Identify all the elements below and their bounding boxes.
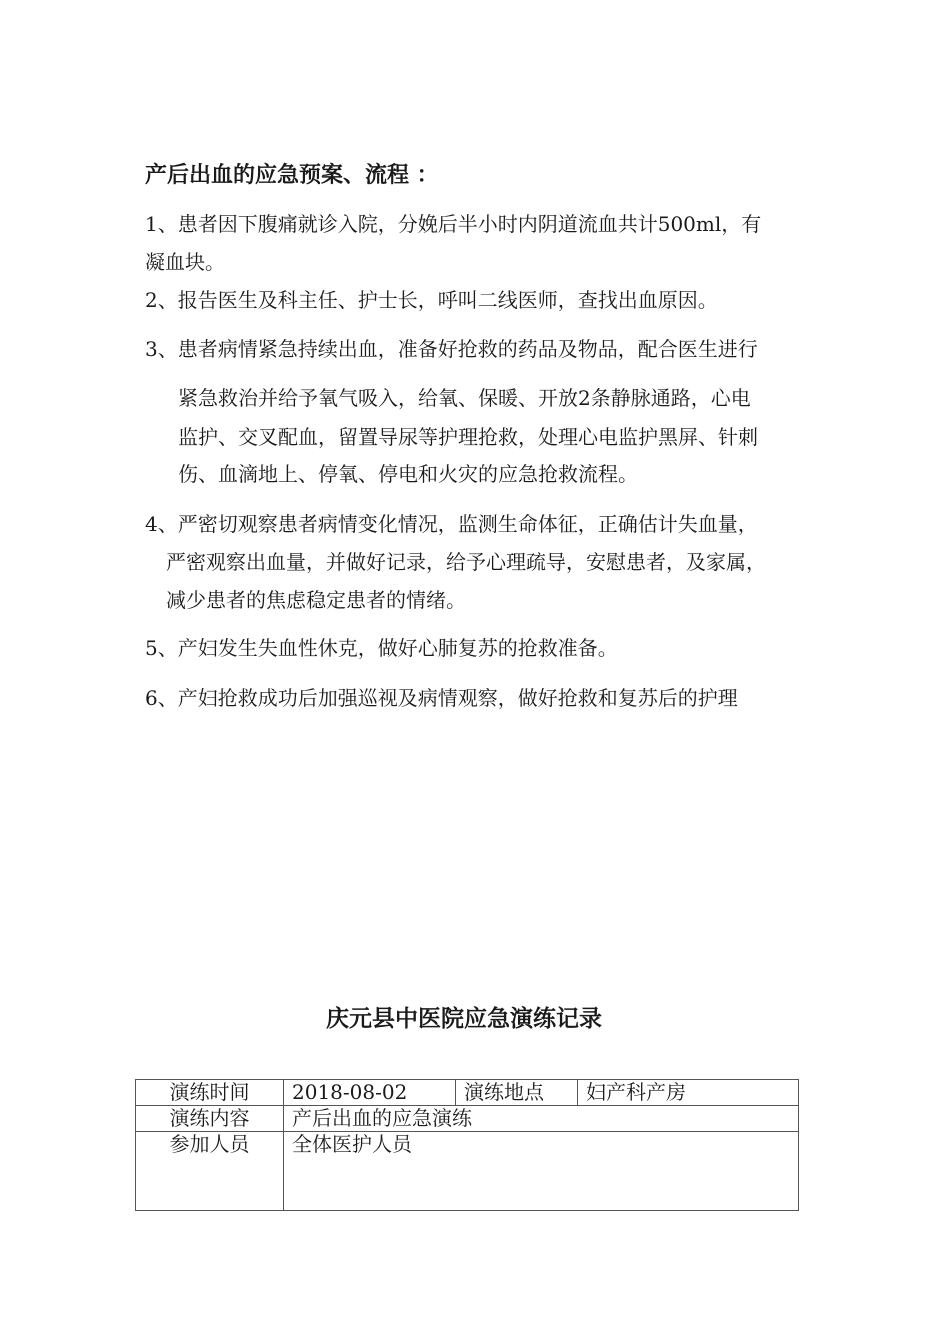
place-label: 演练地点 [456, 1080, 578, 1106]
paragraph-line-10: 减少患者的焦虑稳定患者的情绪。 [166, 588, 466, 612]
content-label: 演练内容 [136, 1106, 284, 1132]
paragraph-line-3: 2、报告医生及科主任、护士长，呼叫二线医师，查找出血原因。 [145, 288, 718, 312]
content-value: 产后出血的应急演练 [284, 1106, 799, 1132]
paragraph-line-7: 伤、血滴地上、停氧、停电和火灾的应急抢救流程。 [178, 462, 638, 486]
paragraph-line-6: 监护、交叉配血，留置导尿等护理抢救，处理心电监护黑屏、针刺 [178, 425, 758, 449]
time-value: 2018-08-02 [284, 1080, 456, 1106]
people-value: 全体医护人员 [284, 1132, 799, 1211]
place-value: 妇产科产房 [578, 1080, 799, 1106]
paragraph-line-12: 6、产妇抢救成功后加强巡视及病情观察，做好抢救和复苏后的护理 [145, 686, 738, 710]
table-row [136, 1106, 799, 1132]
time-label: 演练时间 [136, 1080, 284, 1106]
paragraph-line-11: 5、产妇发生失血性休克，做好心肺复苏的抢救准备。 [145, 636, 618, 660]
paragraph-line-4: 3、患者病情紧急持续出血，准备好抢救的药品及物品，配合医生进行 [145, 337, 758, 361]
paragraph-line-5: 紧急救治并给予氧气吸入，给氧、保暖、开放2条静脉通路，心电 [178, 386, 751, 410]
paragraph-line-1: 1、患者因下腹痛就诊入院，分娩后半小时内阴道流血共计500ml，有 [145, 212, 762, 236]
drill-record-table [135, 1079, 799, 1211]
record-heading: 庆元县中医院应急演练记录 [326, 1006, 602, 1032]
paragraph-line-2: 凝血块。 [145, 250, 225, 274]
paragraph-line-8: 4、严密切观察患者病情变化情况，监测生命体征，正确估计失血量， [145, 512, 758, 536]
table-row [136, 1080, 799, 1106]
paragraph-line-9: 严密观察出血量，并做好记录，给予心理疏导，安慰患者，及家属， [166, 550, 766, 574]
document-title: 产后出血的应急预案、流程 ： [145, 163, 439, 188]
people-label: 参加人员 [136, 1132, 284, 1211]
table-row [136, 1132, 799, 1211]
